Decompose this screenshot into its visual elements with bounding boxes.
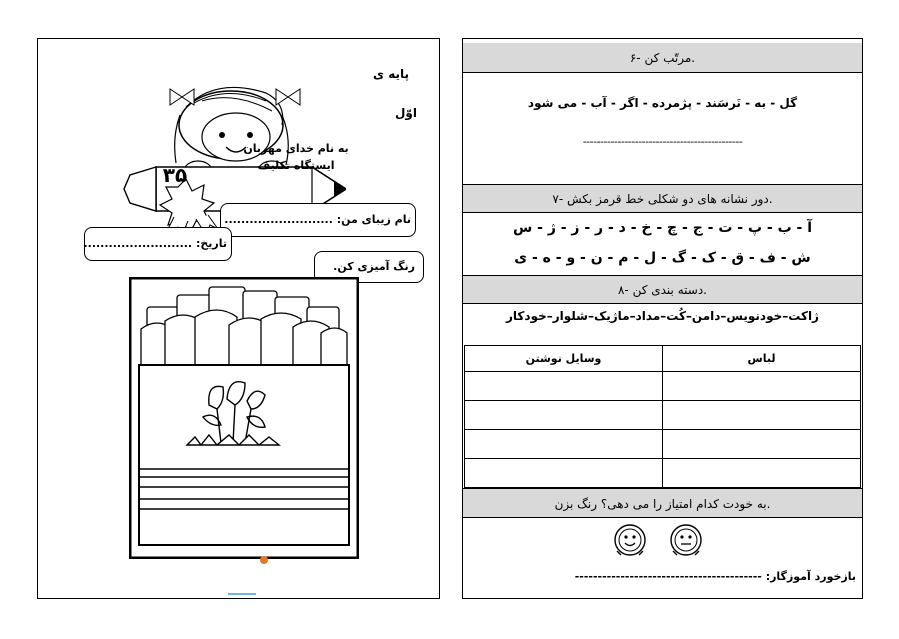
student-name-label: نام زیبای من: .......................... [224,213,411,226]
q8-header [463,276,862,304]
q6-answer-line[interactable]: ---------------------------------------------- [582,135,743,148]
q7-title: ۷- دور نشانه های دو شکلی خط قرمز بکش. [552,192,773,206]
date-label: تاریخ: .......................... [83,237,227,250]
neutral-face-rating-icon[interactable] [669,523,703,557]
table-cell[interactable] [465,459,663,488]
teacher-feedback: بازخورد آموزگار: ----------------------------------------- [574,570,856,583]
q7-letters-row-1[interactable]: آ - ب - پ - ت - ج - چ - خ - د - ر - ز - ژ - س [512,220,813,236]
q7-letters-row-2[interactable]: ش - ف - ق - ک - گ - ل - م - ن - و - ه - ی [514,250,811,266]
date-field[interactable] [84,227,232,261]
table-cell[interactable] [465,372,663,401]
q6-header [463,43,862,73]
q8-category-table [464,345,861,488]
footer-dot [260,556,268,564]
table-cell[interactable] [663,430,861,459]
color-instruction-text: رنگ آمیزی کن. [333,260,415,273]
q7-header [463,185,862,213]
col-writing-tools: وسایل نوشتن [465,346,663,372]
q6-title: ۶- مرتّب کن. [629,51,696,65]
table-cell[interactable] [663,372,861,401]
right-worksheet-page [462,38,863,599]
table-cell[interactable] [663,401,861,430]
table-cell[interactable] [663,459,861,488]
q8-words: ژاکت–خودنویس–دامن–کُت–مداد–ماژیک–شلوار–خودکار [506,309,819,323]
q8-title: ۸- دسته بندی کن. [617,283,707,297]
left-worksheet-page [37,38,440,599]
self-rating-header [463,488,862,518]
self-rating-text: به خودت کدام امتیاز را می دهی؟ رنگ بزن. [554,497,771,511]
col-clothing: لباس [663,346,861,372]
table-cell[interactable] [465,430,663,459]
happy-face-rating-icon[interactable] [613,523,647,557]
grade-value: اوّل [395,106,417,120]
crayon-box-coloring-picture[interactable] [129,277,359,559]
student-name-field[interactable] [220,203,416,237]
footer-dash [228,593,256,595]
banner-title: به نام خدای مهربان [243,142,349,155]
grade-label: پایه ی [373,67,409,81]
q6-words: گل - به - نَرسَند - پژمرده - اگر - آب - می شود [527,96,798,110]
station-number: ۳۵ [162,163,188,187]
table-cell[interactable] [465,401,663,430]
banner-subtitle: ایستگاه تکلیف [257,159,335,172]
